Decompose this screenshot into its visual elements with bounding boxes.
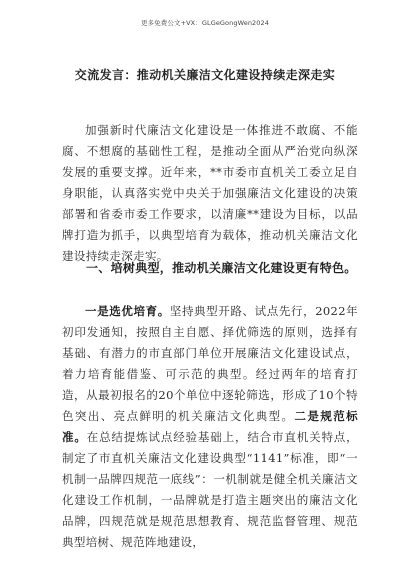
intro-paragraph: 加强新时代廉洁文化建设是一体推进不敢腐、不能腐、不想腐的基础性工程，是推动全面从严治党向纵深发展的重要支撑。近年来，**市委市直机关工委立足自身职能，认真落实党中央关于加强廉洁文化建设的决策部署和省委市委工作要求，以清廉**建设为目标，以品牌打造为抓手，以典型培育为载体，推动机关廉洁文化建设持续走深走实。 [62, 123, 358, 263]
section-heading: 一、培树典型，推动机关廉洁文化建设更有特色。 [86, 261, 357, 275]
section-paragraph [62, 301, 358, 553]
point-text-2: 在总结提炼试点经验基础上，结合市直机关特点，制定了市直机关廉洁文化建设典型“1141”标准，即“一机制一品牌四规范一底线”：一机制就是健全机关廉洁文化建设工作机制，一品牌就是打造主题突出的廉洁文化品牌，四规范就是规范思想教育、规范监督管理、规范典型培树、规范阵地建设， [62, 430, 359, 549]
point-lead-2: 二是规范标准。 [62, 409, 358, 444]
header-note: 更多免费公文+VX：GLGeGongWen2024 [140, 19, 269, 27]
section-block [62, 301, 358, 553]
page-title: 交流发言：推动机关廉洁文化建设持续走深走实 [74, 68, 336, 82]
point-text-1: 坚持典型开路、试点先行，2022年初印发通知，按照自主自愿、择优筛选的原则，选择有基础、有潜力的市直部门单位开展廉洁文化建设试点，着力培育能借鉴、可示范的典型。经过两年的培育打造，从最初报名的20个单位中逐轮筛选，形成了10个特色突出、亮点鲜明的机关廉洁文化典型。 [62, 304, 359, 423]
intro-block [62, 120, 358, 267]
point-lead-1: 一是选优培育。 [85, 304, 170, 318]
